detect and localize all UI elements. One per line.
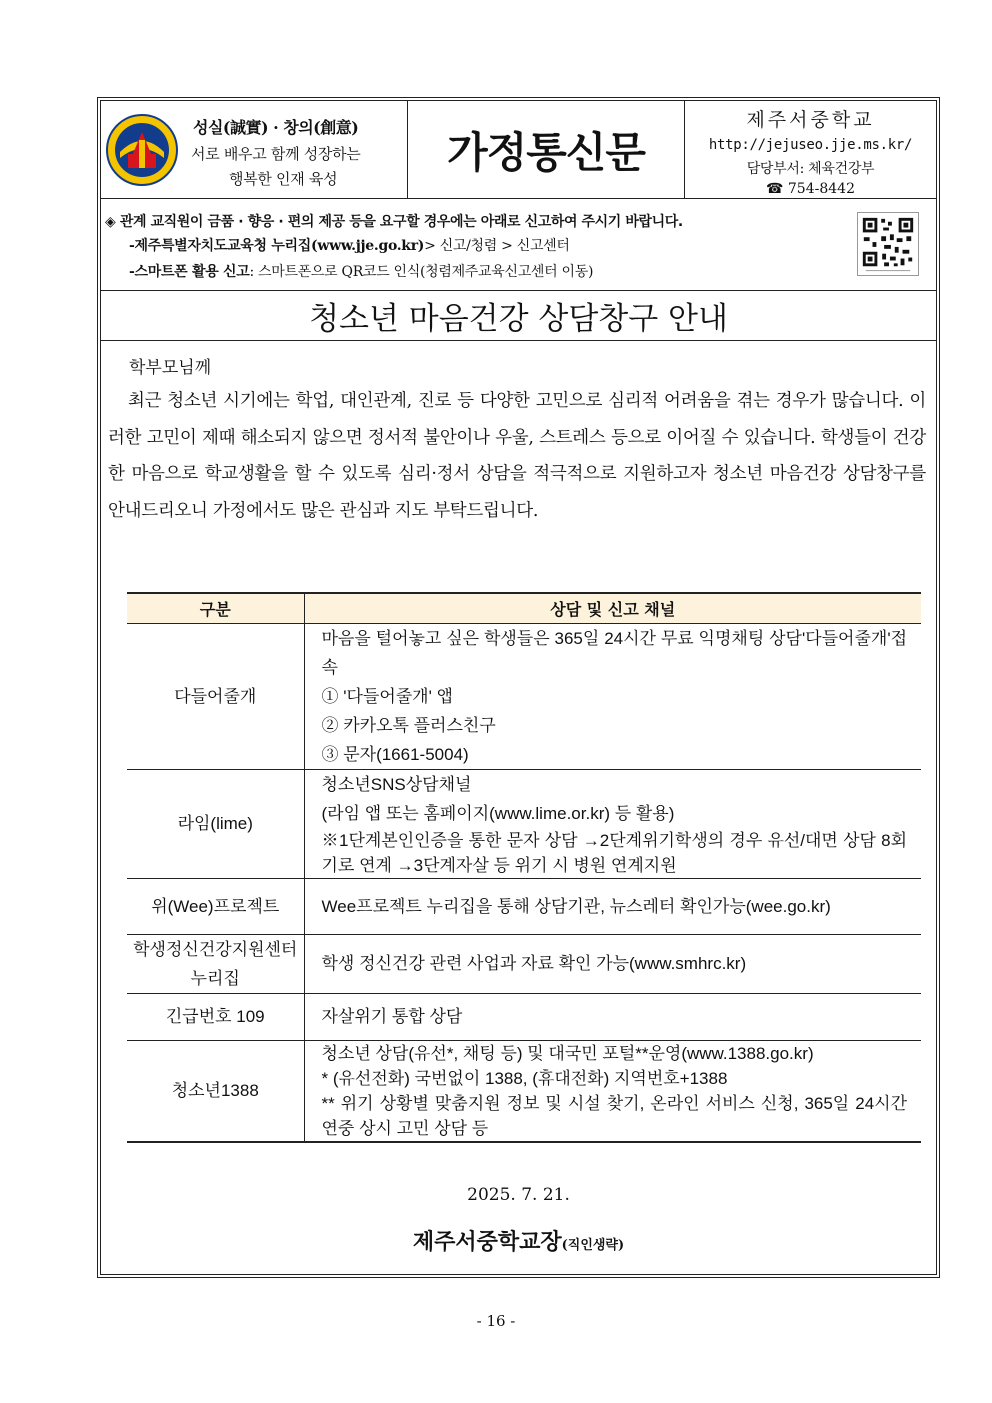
issue-date: 2025. 7. 21. <box>467 1185 570 1205</box>
notice-website-path: > 신고/청렴 > 신고센터 <box>424 238 570 254</box>
school-name: 제주서중학교 <box>746 109 875 131</box>
table-header-row <box>127 593 921 623</box>
channel-line: ※1단계본인인증을 통한 문자 상담 →2단계위기학생의 경우 유선/대면 상담 8회기로 연계 →3단계자살 등 위기 시 병원 연계지원 <box>321 830 907 875</box>
notice-smartphone-desc: : 스마트폰으로 QR코드 인식(청렴제주교육신고센터 이동) <box>249 264 594 280</box>
channel-line: 자살위기 통합 상담 <box>321 1007 463 1026</box>
category-cell: 다들어줄개 <box>127 623 304 769</box>
channel-cell <box>304 1040 921 1142</box>
seal-omitted-note: (직인생략) <box>561 1238 625 1253</box>
channel-cell <box>304 878 921 934</box>
table-row <box>127 769 921 878</box>
table-row <box>127 993 921 1040</box>
table-row <box>127 623 921 769</box>
table-row <box>127 878 921 934</box>
channel-cell <box>304 934 921 993</box>
channel-line[interactable]: Wee프로젝트 누리집을 통해 상담기관, 뉴스레터 확인가능(wee.go.kr) <box>321 896 831 916</box>
page-number: - 16 - <box>476 1312 516 1330</box>
channel-line: 청소년SNS상담채널 <box>321 774 472 794</box>
school-url[interactable]: http://jejuseo.jje.ms.kr/ <box>708 137 913 153</box>
channel-line: * (유선전화) 국번없이 1388, (휴대전화) 지역번호+1388 <box>321 1068 728 1088</box>
newsletter-title: 가정통신문 <box>447 127 645 177</box>
channel-line[interactable]: 학생 정신건강 관련 사업과 자료 확인 가능(www.smhrc.kr) <box>321 954 747 973</box>
document-title-bar <box>101 291 936 341</box>
channel-line[interactable]: (라임 앱 또는 홈페이지(www.lime.or.kr) 등 활용) <box>321 803 675 823</box>
school-logo-icon <box>106 114 178 186</box>
school-vision-line-2: 행복한 인재 육성 <box>229 170 338 188</box>
notice-smartphone-label: -스마트폰 활용 신고 <box>129 264 250 280</box>
intro-paragraph: 최근 청소년 시기에는 학업, 대인관계, 진로 등 다양한 고민으로 심리적 어려움을 겪는 경우가 많습니다. 이러한 고민이 제때 해소되지 않으면 정서적 불안이나 우울, 스트레스 등으로 이어질 수 있습니다. 학생들이 건강한 마음으로 학교생활을 할 수 있도록 심리·정서 상담을 적극적으로 지원하고자 청소년 마음건강 상담창구를 안내드리오니 가정에서도 많은 관심과 지도 부탁드립니다. <box>108 391 926 521</box>
integrity-notice <box>101 199 936 291</box>
column-header-channel: 상담 및 신고 채널 <box>304 593 921 623</box>
channel-line: 마음을 털어놓고 싶은 학생들은 365일 24시간 무료 익명채팅 상담'다들어줄개'접속 <box>321 628 907 677</box>
document-frame <box>97 97 940 1278</box>
document-inner-frame <box>100 100 937 1275</box>
notice-headline: ◈ 관계 교직원이 금품 · 향응 · 편의 제공 등을 요구할 경우에는 아래로 신고하여 주시기 바랍니다. <box>105 214 683 230</box>
channel-line[interactable]: 청소년 상담(유선*, 채팅 등) 및 대국민 포털**운영(www.1388.go.kr) <box>321 1043 814 1063</box>
channel-cell <box>304 769 921 878</box>
letterhead <box>101 101 936 199</box>
notice-website-label[interactable]: -제주특별자치도교육청 누리집(www.jje.go.kr) <box>129 238 425 254</box>
channel-cell <box>304 623 921 769</box>
column-header-category: 구분 <box>127 593 304 623</box>
phone-number: ☎ 754-8442 <box>766 181 855 197</box>
school-motto: 성실(誠實) · 창의(創意) <box>193 118 359 137</box>
counseling-channel-table <box>127 592 921 1143</box>
channel-line: ** 위기 상황별 맞춤지원 정보 및 시설 찾기, 온라인 서비스 신청, 365일 24시간 연중 상시 고민 상담 등 <box>321 1093 907 1138</box>
channel-line: ② 카카오톡 플러스친구 <box>321 715 496 735</box>
category-cell: 긴급번호 109 <box>127 993 304 1040</box>
greeting: 학부모님께 <box>129 358 212 378</box>
table-row <box>127 934 921 993</box>
notice-report-website <box>129 235 570 255</box>
category-cell: 청소년1388 <box>127 1040 304 1142</box>
principal-signature <box>101 1225 936 1256</box>
category-cell: 학생정신건강지원센터 누리집 <box>127 934 304 993</box>
principal-title: 제주서중학교장 <box>412 1229 562 1255</box>
department: 담당부서: 체육건강부 <box>746 161 875 177</box>
category-cell: 위(Wee)프로젝트 <box>127 878 304 934</box>
channel-line: ③ 문자(1661-5004) <box>321 744 469 764</box>
school-vision-line-1: 서로 배우고 함께 성장하는 <box>191 145 361 163</box>
school-info-cell <box>685 101 936 198</box>
school-motto-cell <box>101 101 408 198</box>
document-title: 청소년 마음건강 상담창구 안내 <box>309 301 728 337</box>
channel-cell <box>304 993 921 1040</box>
category-cell: 라임(lime) <box>127 769 304 878</box>
qr-code-icon[interactable] <box>857 212 919 276</box>
newsletter-title-cell <box>408 101 685 198</box>
table-row <box>127 1040 921 1142</box>
channel-line: ① '다들어줄개' 앱 <box>321 686 453 706</box>
notice-report-smartphone <box>129 261 593 281</box>
